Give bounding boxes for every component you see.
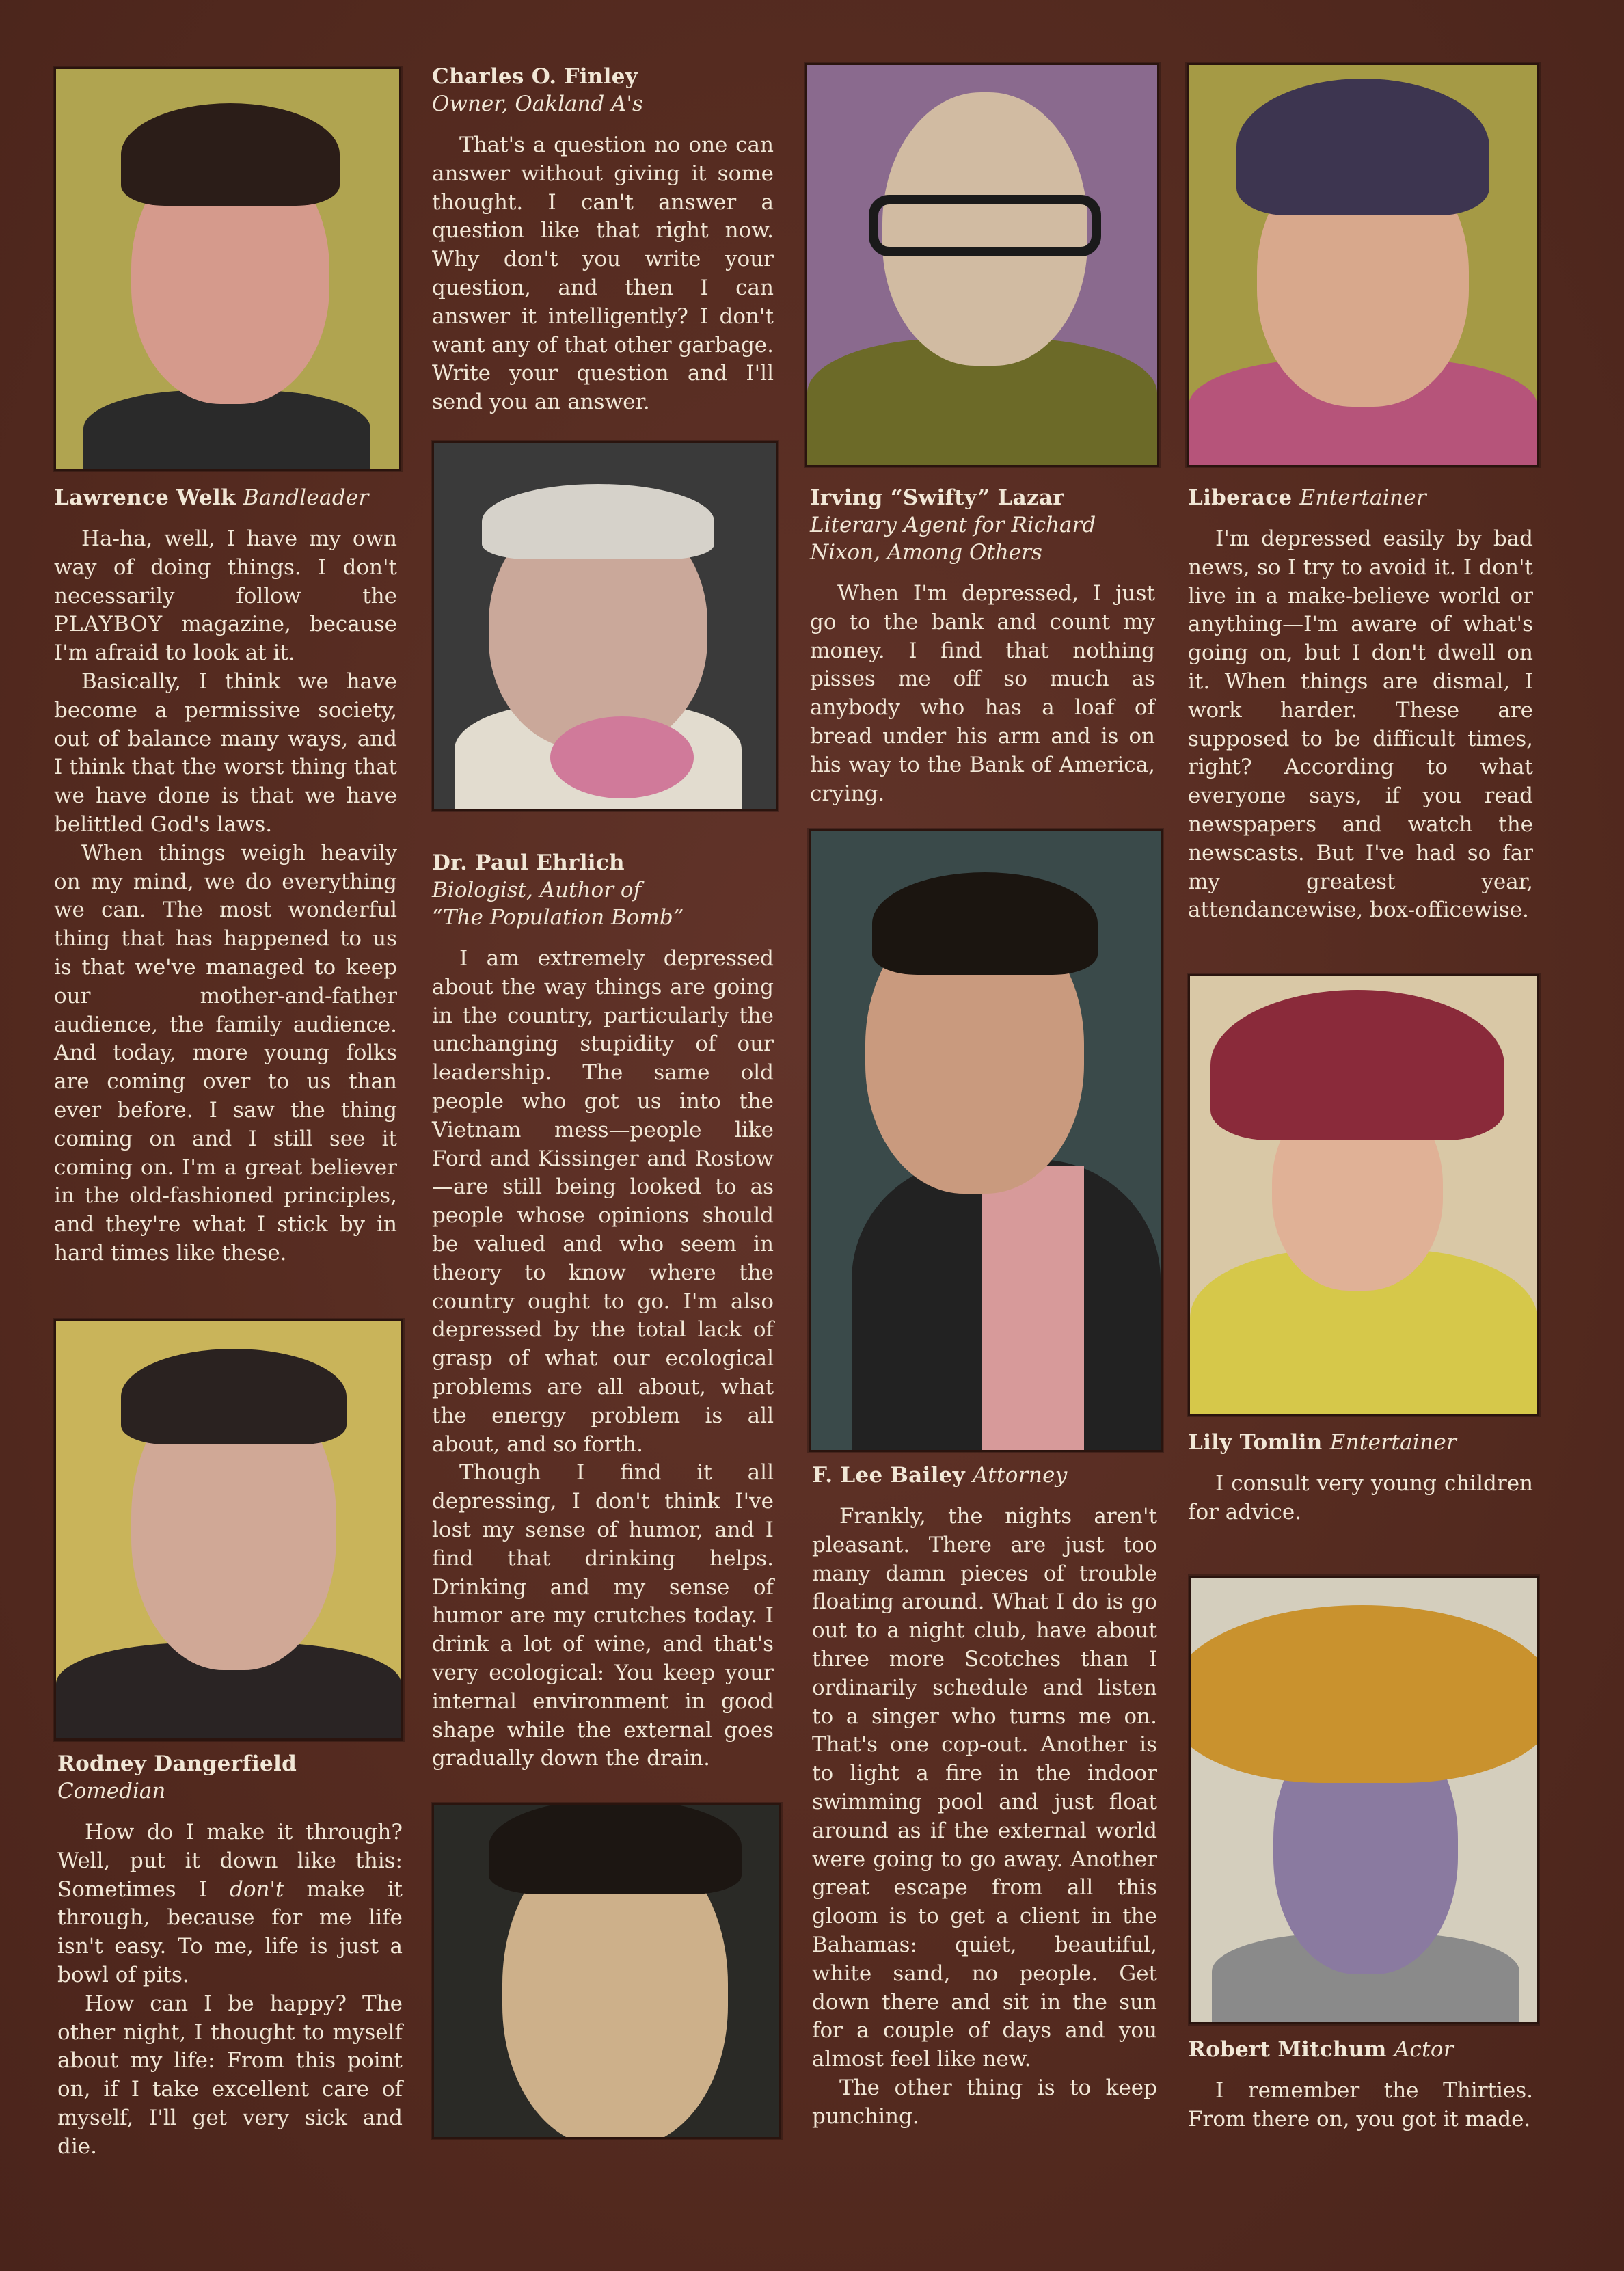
entry-role: Literary Agent for Richard [810, 513, 1096, 537]
entry-quote: I consult very young children for advice. [1188, 1471, 1533, 1524]
entry-quote: I remember the Thirties. From there on, you got it made. [1188, 2078, 1533, 2132]
entry-quote: When I'm depressed, I just go to the bank and count my money. I find that nothing pisses me off so much as anybody who has a loaf of bread under his arm and is on his way to the Bank of America, crying. [810, 581, 1155, 806]
entry-rodney-dangerfield [57, 1750, 403, 2162]
entry-quote: I am extremely depressed about the way things are going in the country, particularly the unchanging stupidity of our leadership. The same old people who got us into the Vietnam mess—people like Ford and Kissinger and Rostow—are still being looked to as people whose opinions should be valued and who seem in theory to know where the country ought to go. I'm also depressed by the total lack of grasp of what our ecological problems are all about, what the energy problem is all about, and so forth. [432, 946, 774, 1457]
portrait-hair [872, 872, 1098, 975]
entry-robert-mitchum [1188, 2036, 1533, 2134]
entry-name: F. Lee Bailey Attorney [812, 1463, 1068, 1488]
photo-paul-ehrlich [432, 441, 778, 811]
portrait-hair [121, 103, 340, 206]
entry-name: Rodney Dangerfield [57, 1751, 297, 1776]
photo-rodney-dangerfield [54, 1319, 403, 1741]
entry-name: Liberace Entertainer [1188, 485, 1426, 510]
shirt [982, 1166, 1084, 1452]
entry-quote: The other thing is to keep punching. [812, 2075, 1157, 2129]
glasses [869, 195, 1101, 256]
portrait-hair [121, 1349, 347, 1444]
photo-lawrence-welk [54, 67, 401, 471]
entry-name: Lily Tomlin Entertainer [1188, 1430, 1457, 1455]
entry-quote: Ha-ha, well, I have my own way of doing things. I don't necessarily follow the PLAYBOY magazine, because I'm afraid to look at it. [54, 526, 397, 666]
entry-name: Dr. Paul Ehrlich [432, 850, 625, 875]
entry-quote: I'm depressed easily by bad news, so I try to avoid it. I don't live in a make-believe world or anything—I'm aware of what's going on, but I don't dwell on it. When things are dismal, I work harder. These are supposed to be difficult times, right? According to what everyone says, if you read newspapers and watch the newscasts. But I've had so far my greatest year, attendancewise, box-officewise. [1188, 526, 1533, 923]
portrait-hair [489, 1803, 742, 1894]
entry-name: Lawrence Welk Bandleader [54, 485, 369, 510]
entry-role: Biologist, Author of [432, 878, 642, 902]
portrait-hair [482, 484, 714, 559]
entry-irving-lazar [810, 484, 1155, 808]
entry-quote: Though I find it all depressing, I don't think I've lost my sense of humor, and I find that drinking helps. Drinking and my sense of humor are my crutches today. I drink a lot of wine, and that's very ecological: You keep your internal environment in good shape while the external goes gradually down the drain. [432, 1460, 774, 1771]
entry-f-lee-bailey [812, 1462, 1157, 2132]
entry-name: Irving “Swifty” Lazar [810, 485, 1064, 510]
entry-lawrence-welk [54, 484, 397, 1268]
hat-icon [1189, 1605, 1539, 1783]
entry-quote: That's a question no one can answer without giving it some thought. I can't answer a question like that right now. Why don't you write your question, and then I can answer it intelligently? I don't want any of that other garbage. Write your question and I'll send you an answer. [432, 133, 774, 415]
photo-irving-lazar [805, 63, 1159, 467]
portrait-hair [1236, 79, 1489, 215]
entry-quote: Frankly, the nights aren't pleasant. There are just too many damn pieces of trouble floating around. What I do is go out to a night club, have about three more Scotches than I ordinarily schedule and listen to a singer who turns me on. That's one cop-out. Another is to light a fire in the indoor swimming pool and just float around as if the external world were going to go away. Another great escape from all this gloom is to get a client in the Bahamas: quiet, beautiful, white sand, no people. Get down there and sit in the sun for a couple of days and you almost feel like new. [812, 1504, 1157, 2072]
pink-telephone [550, 716, 694, 798]
entry-role: Owner, Oakland A's [432, 92, 643, 116]
photo-f-lee-bailey [809, 829, 1163, 1452]
entry-quote: How do I make it through? Well, put it down like this: Sometimes I don't make it through, because for me life isn't easy. To me, life is just a bowl of pits. [57, 1820, 403, 1987]
entry-name: Robert Mitchum Actor [1188, 2037, 1454, 2062]
entry-role: “The Population Bomb” [432, 905, 684, 930]
entry-liberace [1188, 484, 1533, 925]
portrait-hat [1210, 990, 1504, 1140]
entry-quote: Basically, I think we have become a permissive society, out of balance many ways, and I think that the worst thing that we have done is that we have belittled God's laws. [54, 669, 397, 837]
entry-name: Charles O. Finley [432, 64, 638, 89]
entry-quote: How can I be happy? The other night, I thought to myself about my life: From this point on, if I take excellent care of myself, I'll get very sick and die. [57, 1991, 403, 2159]
photo-liberace [1187, 63, 1539, 467]
entry-charles-finley [432, 63, 774, 417]
photo-unnamed-man [432, 1803, 781, 2139]
photo-lily-tomlin [1188, 974, 1539, 1416]
entry-lily-tomlin [1188, 1429, 1533, 1527]
entry-role: Nixon, Among Others [810, 540, 1042, 565]
photo-robert-mitchum [1189, 1576, 1539, 2024]
entry-role: Comedian [57, 1779, 166, 1803]
entry-quote: When things weigh heavily on my mind, we do everything we can. The most wonderful thing that has happened to us is that we've managed to keep our mother-and-father audience, the family audience. And today, more young folks are coming over to us than ever before. I saw the thing coming on and I still see it coming on. I'm a great believer in the old-fashioned principles, and they're what I stick by in hard times like these. [54, 840, 397, 1265]
entry-paul-ehrlich [432, 849, 774, 1773]
